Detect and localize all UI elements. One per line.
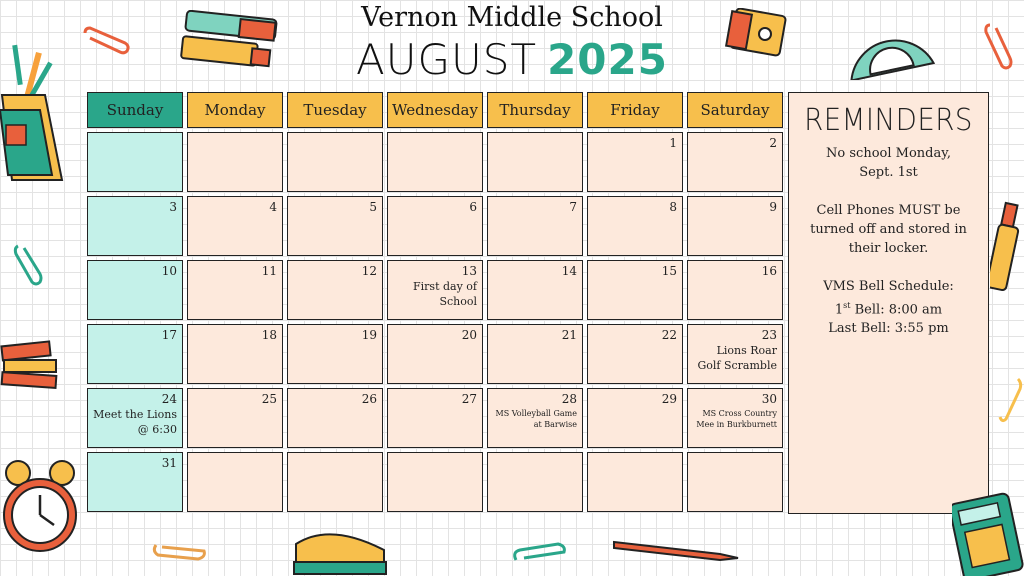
calendar-day-cell bbox=[187, 452, 283, 512]
calendar-day-cell bbox=[687, 260, 783, 320]
month-label: AUGUST bbox=[356, 35, 538, 84]
day-number: 9 bbox=[769, 200, 777, 214]
bell-ordinal: 1 bbox=[834, 302, 844, 318]
day-header-wednesday: Wednesday bbox=[387, 92, 483, 128]
day-number: 6 bbox=[469, 200, 477, 214]
calendar-day-cell bbox=[87, 324, 183, 384]
pen-icon bbox=[610, 536, 742, 562]
calendar-day-cell bbox=[487, 388, 583, 448]
calendar-day-cell bbox=[587, 196, 683, 256]
calendar-day-cell bbox=[687, 132, 783, 192]
calendar-day-cell bbox=[187, 196, 283, 256]
calendar-day-cell bbox=[387, 452, 483, 512]
calendar-grid bbox=[87, 92, 783, 512]
calendar-day-cell bbox=[287, 388, 383, 448]
day-header-friday: Friday bbox=[587, 92, 683, 128]
day-number: 13 bbox=[461, 264, 477, 278]
calendar-day-cell bbox=[587, 388, 683, 448]
calendar-day-cell bbox=[87, 388, 183, 448]
calendar-event: Meet the Lions @ 6:30 bbox=[93, 408, 177, 436]
bell-time: Bell: 8:00 am bbox=[850, 302, 943, 318]
calendar-day-cell bbox=[87, 452, 183, 512]
calendar-event: Lions Roar Golf Scramble bbox=[697, 344, 777, 372]
calendar-day-cell bbox=[287, 260, 383, 320]
year-label: 2025 bbox=[547, 35, 668, 84]
paperclip-icon bbox=[998, 375, 1024, 425]
day-number: 20 bbox=[461, 328, 477, 342]
calendar-day-cell bbox=[587, 260, 683, 320]
day-number: 8 bbox=[669, 200, 677, 214]
calendar-day-cell bbox=[287, 324, 383, 384]
calendar-day-cell bbox=[587, 132, 683, 192]
paperclip-icon bbox=[80, 25, 135, 55]
reminder-line: Last Bell: 3:55 pm bbox=[828, 321, 949, 337]
day-number: 1 bbox=[669, 136, 677, 150]
day-number: 4 bbox=[269, 200, 277, 214]
day-number: 24 bbox=[161, 392, 177, 406]
alarm-clock-icon bbox=[0, 455, 80, 561]
day-number: 14 bbox=[561, 264, 577, 278]
calendar-day-cell bbox=[487, 452, 583, 512]
calendar-day-cell bbox=[587, 324, 683, 384]
stapler-icon bbox=[290, 520, 390, 576]
paperclip-icon bbox=[510, 540, 570, 570]
day-number: 18 bbox=[261, 328, 277, 342]
calendar-day-cell bbox=[487, 324, 583, 384]
books-icon bbox=[0, 338, 62, 393]
calendar-day-cell bbox=[87, 196, 183, 256]
day-number: 21 bbox=[561, 328, 577, 342]
day-number: 30 bbox=[761, 392, 777, 406]
calendar-day-cell bbox=[187, 324, 283, 384]
calendar-event: MS Volleyball Game at Barwise bbox=[495, 409, 577, 429]
protractor-icon bbox=[840, 10, 940, 80]
calendar-day-cell bbox=[387, 324, 483, 384]
day-header-sunday: Sunday bbox=[87, 92, 183, 128]
calendar-day-cell bbox=[487, 260, 583, 320]
day-number: 2 bbox=[769, 136, 777, 150]
day-number: 15 bbox=[661, 264, 677, 278]
sharpener-icon bbox=[725, 8, 787, 58]
day-number: 11 bbox=[261, 264, 277, 278]
reminder-line: turned off and stored in bbox=[810, 222, 967, 237]
calendar-day-cell bbox=[387, 260, 483, 320]
calendar-day-cell bbox=[187, 388, 283, 448]
day-number: 28 bbox=[561, 392, 577, 406]
pencil-case-icon bbox=[0, 40, 70, 190]
calendar-day-cell bbox=[687, 196, 783, 256]
day-number: 29 bbox=[661, 392, 677, 406]
calculator-icon bbox=[952, 490, 1024, 576]
reminder-line: their locker. bbox=[848, 241, 929, 256]
day-number: 27 bbox=[461, 392, 477, 406]
day-number: 26 bbox=[361, 392, 377, 406]
paperclip-icon bbox=[10, 240, 46, 288]
calendar-day-cell bbox=[687, 452, 783, 512]
paperclip-icon bbox=[150, 535, 210, 565]
day-number: 31 bbox=[161, 456, 177, 470]
day-number: 7 bbox=[569, 200, 577, 214]
calendar-day-cell bbox=[187, 260, 283, 320]
calendar-day-cell bbox=[387, 388, 483, 448]
calendar-day-cell bbox=[687, 324, 783, 384]
calendar-day-cell bbox=[287, 452, 383, 512]
reminder-line: Cell Phones MUST be bbox=[816, 203, 961, 218]
reminder-line: VMS Bell Schedule: bbox=[823, 279, 954, 294]
day-header-thursday: Thursday bbox=[487, 92, 583, 128]
day-header-saturday: Saturday bbox=[687, 92, 783, 128]
calendar-day-cell bbox=[487, 196, 583, 256]
calendar-day-cell bbox=[287, 196, 383, 256]
reminders-title: REMINDERS bbox=[804, 103, 973, 138]
day-number: 23 bbox=[761, 328, 777, 342]
calendar-day-cell bbox=[287, 132, 383, 192]
day-number: 16 bbox=[761, 264, 777, 278]
day-number: 22 bbox=[661, 328, 677, 342]
reminder-bell-schedule bbox=[797, 277, 980, 338]
calendar-day-cell bbox=[387, 132, 483, 192]
reminder-cell-phones bbox=[797, 201, 980, 258]
day-number: 3 bbox=[169, 200, 177, 214]
calendar-day-cell bbox=[387, 196, 483, 256]
reminder-line: Sept. 1st bbox=[859, 165, 918, 180]
highlighters-icon bbox=[180, 10, 280, 72]
calendar-event: First day of School bbox=[413, 280, 477, 308]
calendar-event: MS Cross Country Mee in Burkburnett bbox=[696, 409, 777, 429]
day-number: 12 bbox=[361, 264, 377, 278]
paperclip-icon bbox=[980, 20, 1016, 72]
reminder-line bbox=[797, 296, 980, 319]
reminders-panel bbox=[788, 92, 989, 514]
day-header-monday: Monday bbox=[187, 92, 283, 128]
calendar-day-cell bbox=[87, 132, 183, 192]
glue-stick-icon bbox=[990, 200, 1022, 295]
school-name: Vernon Middle School bbox=[361, 2, 663, 33]
day-number: 5 bbox=[369, 200, 377, 214]
day-number: 10 bbox=[161, 264, 177, 278]
calendar-day-cell bbox=[87, 260, 183, 320]
day-number: 25 bbox=[261, 392, 277, 406]
calendar-day-cell bbox=[587, 452, 683, 512]
day-number: 17 bbox=[161, 328, 177, 342]
reminder-line: No school Monday, bbox=[826, 146, 951, 161]
calendar-day-cell bbox=[487, 132, 583, 192]
day-header-tuesday: Tuesday bbox=[287, 92, 383, 128]
calendar-day-cell bbox=[687, 388, 783, 448]
bell-ordinal-suffix: st bbox=[843, 301, 851, 310]
day-number: 19 bbox=[361, 328, 377, 342]
calendar-day-cell bbox=[187, 132, 283, 192]
reminder-no-school bbox=[797, 144, 980, 182]
